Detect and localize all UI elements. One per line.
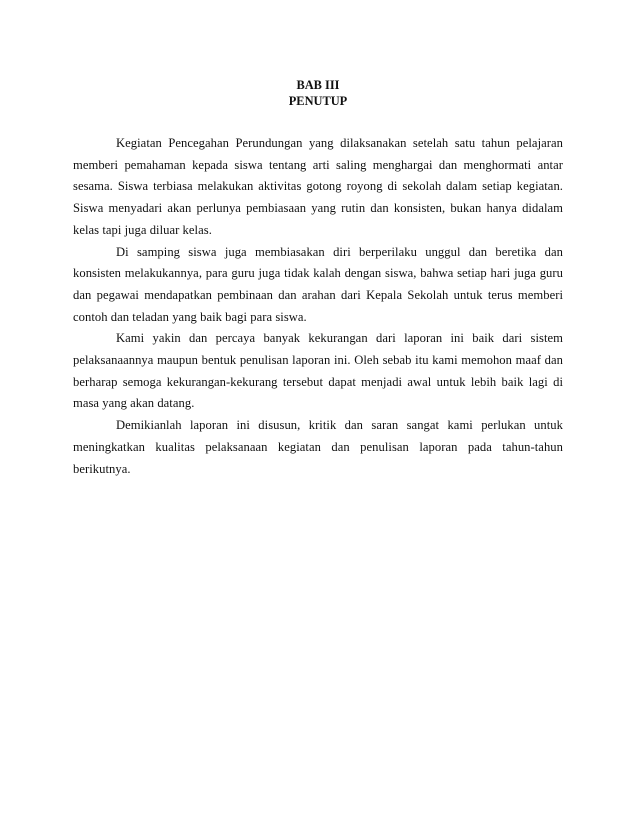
paragraph-2: Di samping siswa juga membiasakan diri berperilaku unggul dan beretika dan konsisten melakukannya, para guru juga tidak kalah dengan siswa, bahwa setiap hari juga guru dan pegawai mendapatkan pembinaan dan arahan dari Kepala Sekolah untuk terus memberi contoh dan teladan yang baik bagi para siswa. bbox=[73, 244, 563, 324]
document-page bbox=[73, 77, 563, 480]
paragraph-1: Kegiatan Pencegahan Perundungan yang dilaksanakan setelah satu tahun pelajaran memberi pemahaman kepada siswa tentang arti saling menghargai dan menghormati antar sesama. Siswa terbiasa melakukan aktivitas gotong royong di sekolah dalam setiap kegiatan. Siswa menyadari akan perlunya pembiasaan yang rutin dan konsisten, bukan hanya didalam kelas tapi juga diluar kelas. bbox=[73, 136, 563, 237]
chapter-heading bbox=[73, 77, 563, 109]
paragraph-3: Kami yakin dan percaya banyak kekurangan dari laporan ini baik dari sistem pelaksanaannya maupun bentuk penulisan laporan ini. Oleh sebab itu kami memohon maaf dan berharap semoga kekurangan-kekurang tersebut dapat menjadi awal untuk lebih baik lagi di masa yang akan datang. bbox=[73, 331, 563, 411]
chapter-body bbox=[73, 133, 563, 480]
chapter-title: PENUTUP bbox=[288, 94, 348, 108]
paragraph-4: Demikianlah laporan ini disusun, kritik dan saran sangat kami perlukan untuk meningkatkan kualitas pelaksanaan kegiatan dan penulisan laporan pada tahun-tahun berikutnya. bbox=[73, 418, 563, 476]
chapter-number: BAB III bbox=[296, 78, 340, 92]
